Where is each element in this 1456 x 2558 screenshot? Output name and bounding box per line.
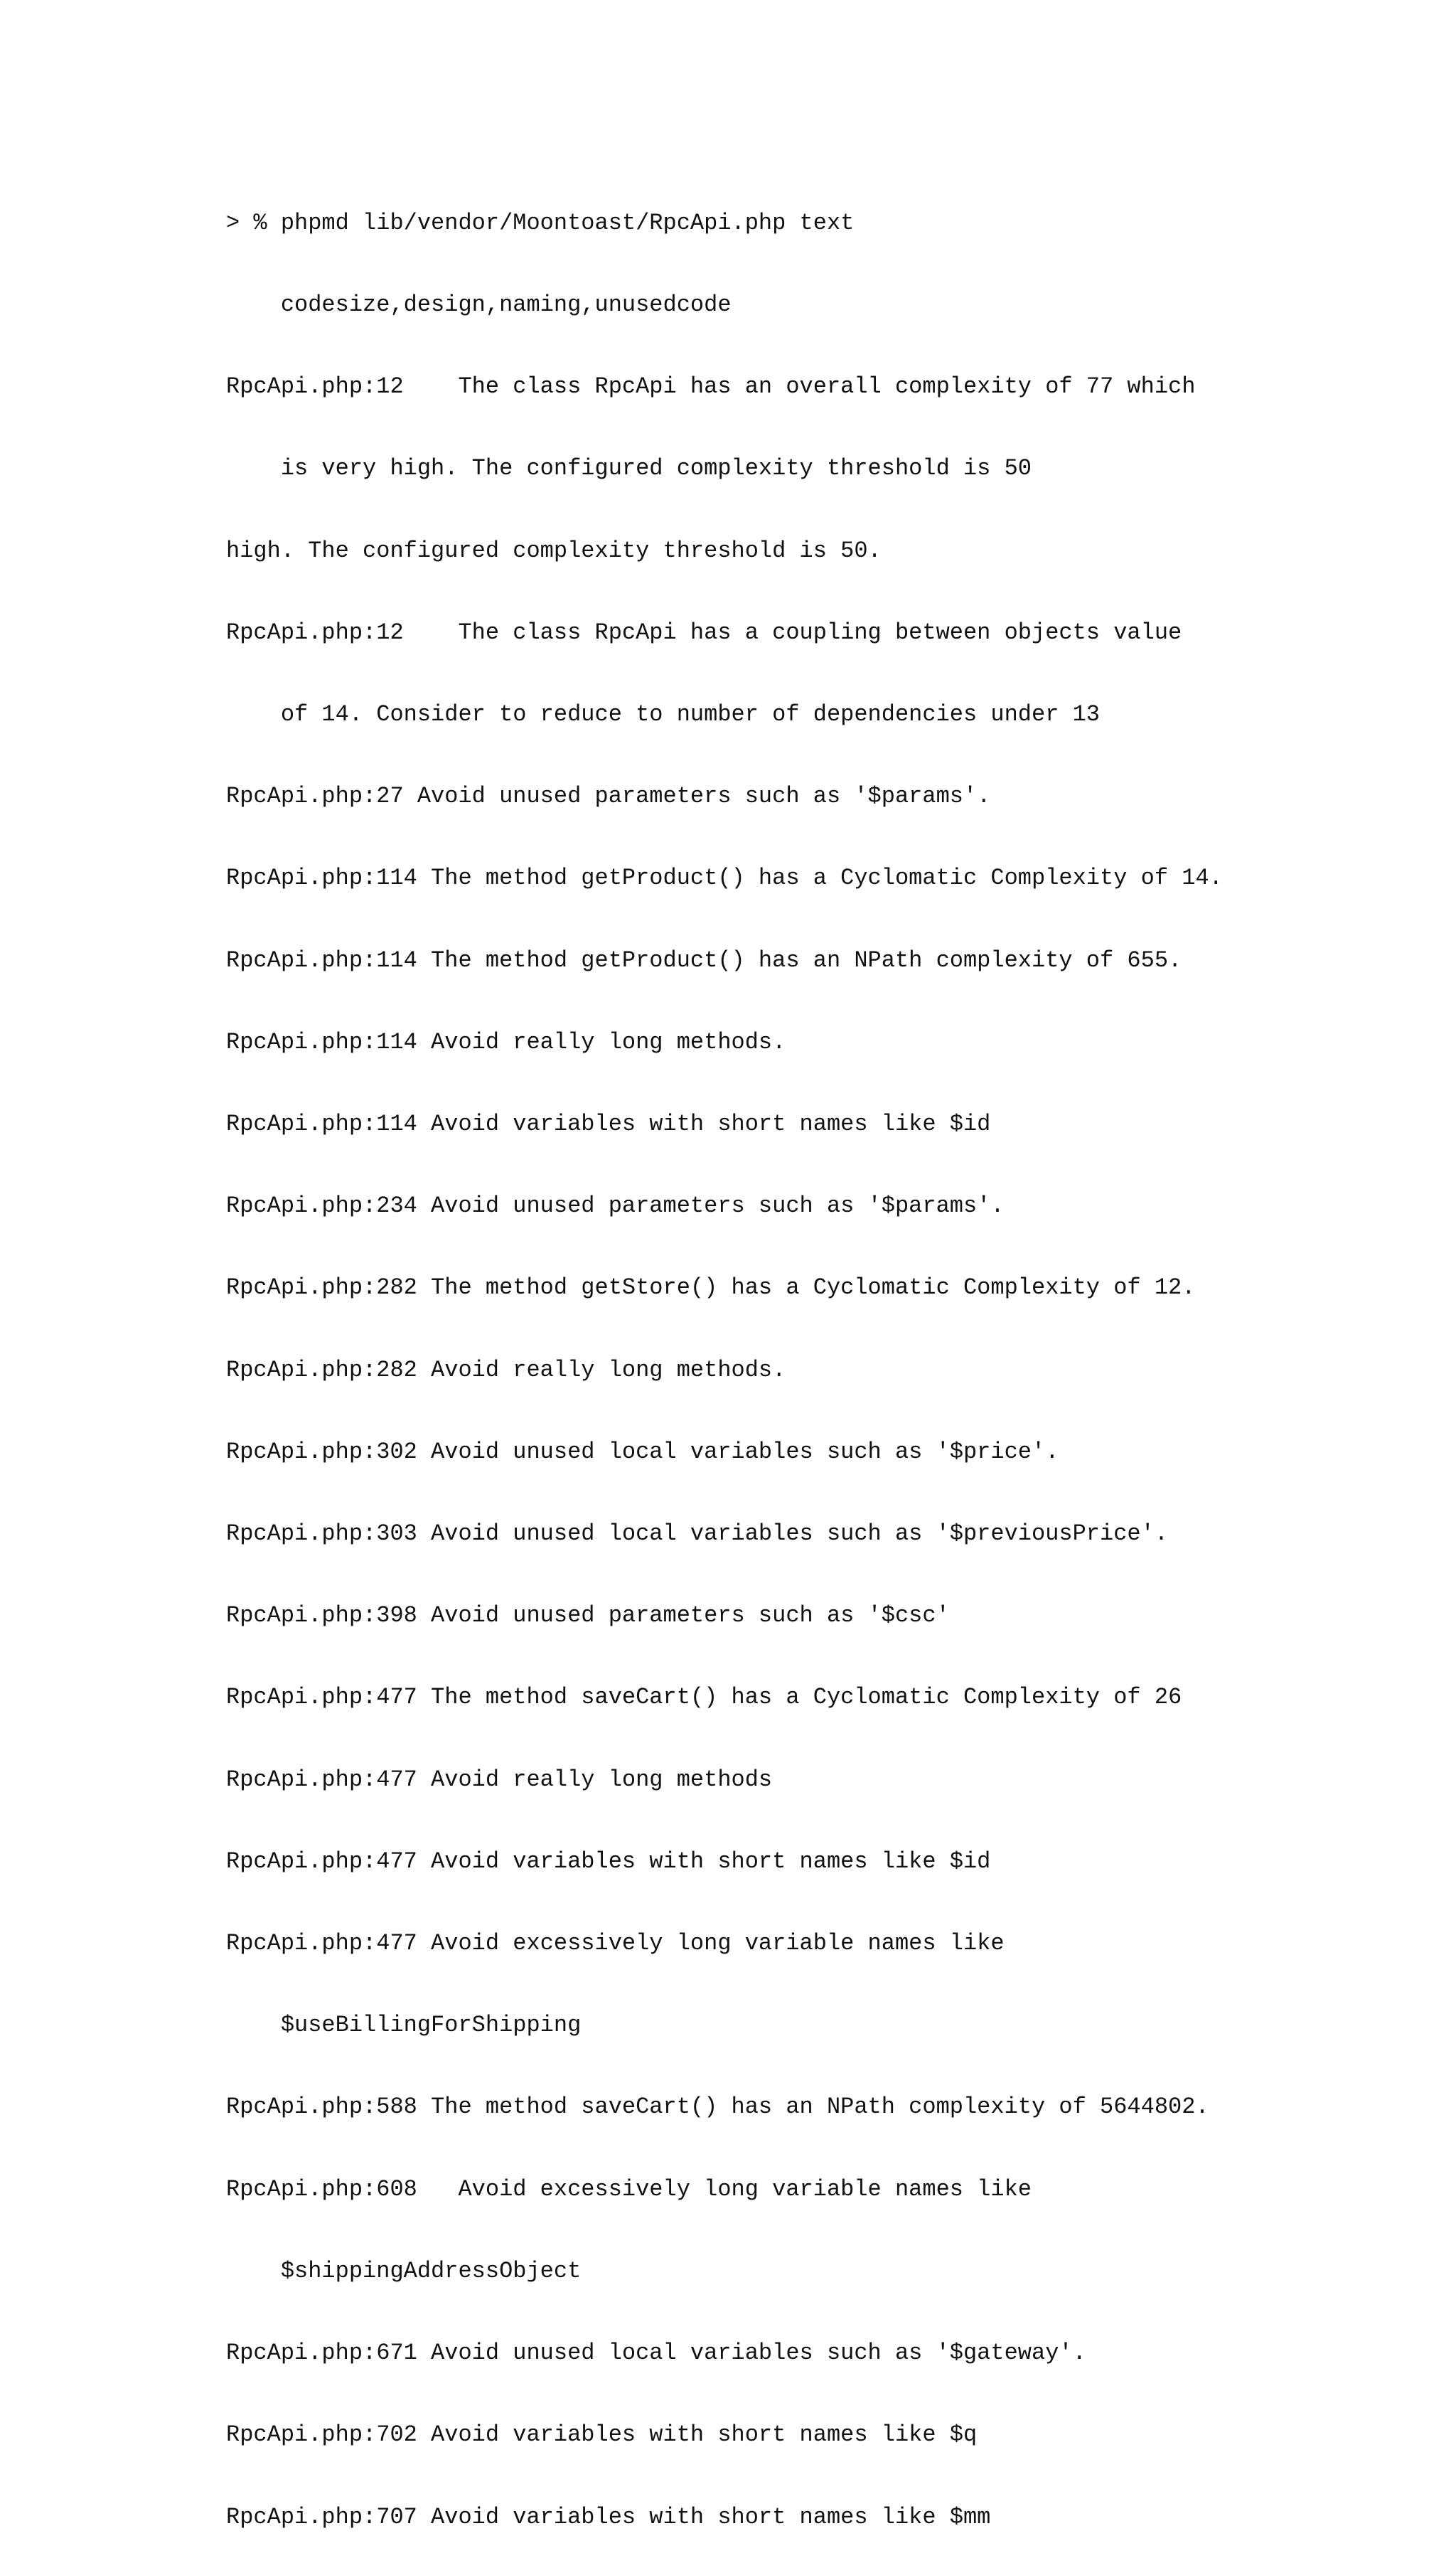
output-line: $useBillingForShipping (226, 2012, 582, 2039)
output-line: is very high. The configured complexity threshold is 50 (226, 455, 1032, 482)
output-line: RpcApi.php:282 The method getStore() has a Cyclomatic Complexity of 12. (226, 1274, 1196, 1301)
output-line: RpcApi.php:282 Avoid really long methods. (226, 1356, 786, 1383)
output-line: RpcApi.php:114 The method getProduct() has a Cyclomatic Complexity of 14. (226, 865, 1223, 892)
output-line: RpcApi.php:12 The class RpcApi has an overall complexity of 77 which (226, 373, 1196, 400)
output-line: RpcApi.php:114 The method getProduct() has an NPath complexity of 655. (226, 947, 1182, 974)
output-line: RpcApi.php:303 Avoid unused local variables such as '$previousPrice'. (226, 1520, 1169, 1547)
output-line: RpcApi.php:588 The method saveCart() has an NPath complexity of 5644802. (226, 2094, 1209, 2121)
output-line: $shippingAddressObject (226, 2257, 582, 2284)
output-line: RpcApi.php:302 Avoid unused local variables such as '$price'. (226, 1438, 1059, 1465)
command-line-continuation: codesize,design,naming,unusedcode (226, 292, 732, 319)
output-line: RpcApi.php:234 Avoid unused parameters such as '$params'. (226, 1193, 1005, 1220)
output-line: of 14. Consider to reduce to number of dependencies under 13 (226, 701, 1100, 728)
output-line: RpcApi.php:477 The method saveCart() has a Cyclomatic Complexity of 26 (226, 1684, 1182, 1711)
output-line: RpcApi.php:398 Avoid unused parameters such as '$csc' (226, 1602, 950, 1629)
output-line: RpcApi.php:707 Avoid variables with short names like $mm (226, 2503, 991, 2530)
output-line: RpcApi.php:114 Avoid really long methods. (226, 1028, 786, 1055)
output-line: RpcApi.php:114 Avoid variables with short names like $id (226, 1111, 991, 1138)
output-line: RpcApi.php:608 Avoid excessively long variable names like (226, 2175, 1032, 2202)
terminal-output (226, 155, 1435, 2558)
output-line: RpcApi.php:477 Avoid excessively long variable names like (226, 1930, 1005, 1957)
output-line: RpcApi.php:702 Avoid variables with short names like $q (226, 2421, 978, 2448)
output-line: RpcApi.php:477 Avoid variables with short names like $id (226, 1848, 991, 1875)
output-line: RpcApi.php:477 Avoid really long methods (226, 1766, 773, 1793)
output-line: RpcApi.php:671 Avoid unused local variables such as '$gateway'. (226, 2340, 1086, 2367)
output-line: RpcApi.php:27 Avoid unused parameters such as '$params'. (226, 783, 991, 810)
output-line: RpcApi.php:12 The class RpcApi has a coupling between objects value (226, 619, 1182, 646)
command-line: > % phpmd lib/vendor/Moontoast/RpcApi.php text (226, 209, 855, 236)
output-line: high. The configured complexity threshold is 50. (226, 537, 882, 564)
